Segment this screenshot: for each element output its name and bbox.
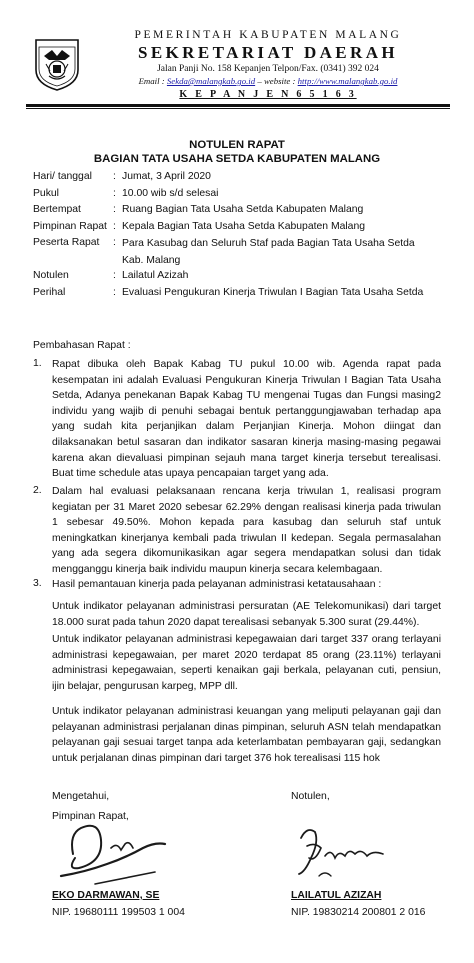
email-link[interactable]: Sekda@malangkab.go.id bbox=[166, 76, 256, 86]
regency-emblem-icon bbox=[32, 36, 82, 92]
discussion-heading: Pembahasan Rapat : bbox=[33, 340, 131, 351]
email-label: Email : bbox=[138, 76, 167, 86]
info-colon: : bbox=[113, 220, 116, 232]
info-row-place bbox=[33, 203, 453, 220]
chair-role-label: Pimpinan Rapat, bbox=[52, 811, 129, 822]
info-label: Notulen bbox=[33, 270, 69, 281]
info-row-participants bbox=[33, 236, 453, 269]
point-number: 3. bbox=[33, 578, 42, 589]
notetaker-signature-icon bbox=[291, 818, 391, 888]
contact-line bbox=[86, 75, 450, 87]
info-value: Kepala Bagian Tata Usaha Setda Kabupaten Malang bbox=[122, 220, 366, 232]
letterhead-rule-thin bbox=[26, 108, 450, 109]
document-subtitle: BAGIAN TATA USAHA SETDA KABUPATEN MALANG bbox=[93, 153, 381, 165]
subpoint-paragraph: Untuk indikator pelayanan administrasi persuratan (AE Telekomunikasi) dari target 18.000 surat pada tahun 2020 dapat terealisasi sebanyak 5.300 surat (29.44%). bbox=[52, 601, 441, 628]
point-text: Dalam hal evaluasi pelaksanaan rencana kerja triwulan 1, realisasi program kegiatan per 31 Maret 2020 sebesar 62.29% dengan realisasi kinerja pada triwulan 1 sebesar 49.50%. Mohon kepada para kasubag dan seluruh staf untuk meningkatkan kinerjanya kembali pada triwulan II kedepan. Segala permasalahan yang ada segera dikomunikasikan agar segera mendapatkan solusi dan tidak mengganggu kinerja baik individu maupun kinerja secara kelembagaan. bbox=[52, 486, 441, 575]
point-number: 1. bbox=[33, 358, 42, 369]
info-value: Lailatul Azizah bbox=[122, 270, 189, 281]
notetaker-name: LAILATUL AZIZAH bbox=[291, 890, 382, 901]
info-label: Bertempat bbox=[33, 204, 81, 215]
discussion-point bbox=[33, 577, 441, 593]
government-name: PEMERINTAH KABUPATEN MALANG bbox=[134, 29, 402, 41]
website-label: – website : bbox=[255, 76, 298, 86]
point-number: 2. bbox=[33, 485, 42, 496]
info-label: Hari/ tanggal bbox=[33, 171, 92, 182]
info-colon: : bbox=[113, 171, 116, 182]
chair-signature-icon bbox=[55, 818, 175, 890]
info-value: Para Kasubag dan Seluruh Staf pada Bagian Tata Usaha Setda Kab. Malang bbox=[122, 238, 415, 266]
meeting-info bbox=[33, 170, 453, 302]
info-colon: : bbox=[113, 270, 116, 281]
info-row-time bbox=[33, 187, 453, 204]
info-value: 10.00 wib s/d selesai bbox=[122, 187, 219, 199]
info-row-subject bbox=[33, 286, 453, 303]
document-title: NOTULEN RAPAT bbox=[189, 139, 285, 151]
discussion-point bbox=[33, 484, 441, 578]
point-text: Rapat dibuka oleh Bapak Kabag TU pukul 10.00 wib. Agenda rapat pada kesempatan ini adalah Evaluasi Pengukuran Kinerja Triwulan I Bagian Tata Usaha Setda, Adanya penekanan Bapak Kabag TU mengenai Tugas dan Fungsi masing2 individu yang wajib di penuhi sebagai bentuk pertanggungjawaban terhadap apa yang sudah kita perjanjikan dalam Perjanjian Kinerja. Mohon diingat dan dilaksanakan betul sasaran dan indikator sasaran kinerja masing-masing pegawai karena akan dievaluasi pimpinan sejauh mana target kinerja tersebut terealisasi. Buat time schedule atas upaya pencapaian target yang ada. bbox=[52, 359, 441, 480]
info-colon: : bbox=[113, 204, 116, 215]
info-label: Pimpinan Rapat bbox=[33, 220, 107, 232]
info-value: Evaluasi Pengukuran Kinerja Triwulan I Bagian Tata Usaha Setda bbox=[122, 286, 424, 298]
info-label: Peserta Rapat bbox=[33, 237, 100, 248]
acknowledgement-label: Mengetahui, bbox=[52, 791, 110, 802]
info-colon: : bbox=[113, 237, 116, 248]
info-row-notetaker bbox=[33, 269, 453, 286]
notetaker-nip: NIP. 19830214 200801 2 016 bbox=[291, 907, 426, 918]
info-label: Pukul bbox=[33, 187, 59, 199]
info-value: Jumat, 3 April 2020 bbox=[122, 171, 211, 182]
chair-name: EKO DARMAWAN, SE bbox=[52, 890, 160, 901]
subpoint-paragraph: Untuk indikator pelayanan administrasi keuangan yang meliputi pelayanan gaji dan pelayanan administrasi perjalanan dinas pimpinan, seluruh ASN telah mendapatkan pelayanan gaji sesuai target tanpa ada keterlambatan pembayaran gaji, sedangkan untuk perjalanan dinas pimpinan dari target 376 hok terealisasi 115 hok bbox=[52, 706, 441, 764]
letterhead-rule-thick bbox=[26, 104, 450, 107]
info-colon: : bbox=[113, 187, 116, 199]
info-row-date bbox=[33, 170, 453, 187]
letterhead bbox=[26, 28, 450, 108]
discussion-point bbox=[33, 357, 441, 482]
info-value: Ruang Bagian Tata Usaha Setda Kabupaten Malang bbox=[122, 204, 364, 215]
info-label: Perihal bbox=[33, 286, 66, 298]
point-text: Hasil pemantauan kinerja pada pelayanan administrasi ketatausahaan : bbox=[52, 579, 382, 590]
office-name: SEKRETARIAT DAERAH bbox=[137, 43, 399, 62]
chair-nip: NIP. 19680111 199503 1 004 bbox=[52, 907, 185, 918]
website-link[interactable]: http://www.malangkab.go.id bbox=[297, 76, 398, 86]
office-address: Jalan Panji No. 158 Kepanjen Telpon/Fax. (0341) 392 024 bbox=[157, 64, 379, 74]
info-colon: : bbox=[113, 286, 116, 298]
subpoint-paragraph: Untuk indikator pelayanan administrasi kepegawaian dari target 337 orang terlayani administrasi kepegawaian, per maret 2020 terdapat 85 orang (23.11%) terlayani administrasi kepegawaian, seperti kenaikan gaji berkala, pelayanan cuti, pensiun, ijin belajar, pengurusan karpeg, MPP dll. bbox=[52, 634, 441, 692]
notetaker-role-label: Notulen, bbox=[291, 791, 330, 802]
city-postcode: K E P A N J E N 6 5 1 6 3 bbox=[179, 89, 357, 100]
info-row-chair bbox=[33, 220, 453, 237]
